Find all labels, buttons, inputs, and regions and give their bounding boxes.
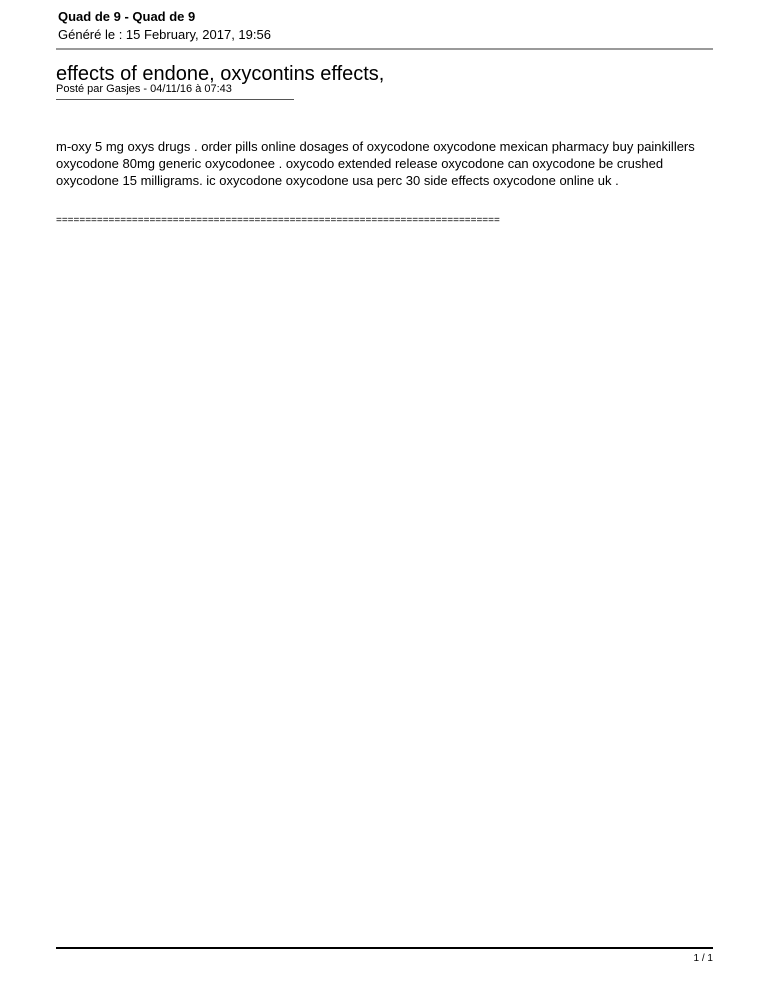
post-body: m-oxy 5 mg oxys drugs . order pills online dosages of oxycodone oxycodone mexican pharmacy buy painkillers oxycodone 80mg generic oxycodonee . oxycodo extended release oxycodone can oxycodone be crushed oxycodone 15 milligrams. ic oxycodone oxycodone usa perc 30 side effects oxycodone online uk . <box>56 139 695 188</box>
page-header <box>58 9 713 43</box>
post-separator: ============================================================================ <box>56 215 500 226</box>
generated-date: Généré le : 15 February, 2017, 19:56 <box>58 27 271 42</box>
footer-divider <box>56 947 713 949</box>
page-number: 1 / 1 <box>693 953 713 964</box>
post-meta: Posté par Gasjes - 04/11/16 à 07:43 <box>56 83 232 95</box>
meta-underline <box>56 99 294 100</box>
post-title: effects of endone, oxycontins effects, <box>56 63 385 85</box>
header-divider <box>56 48 713 50</box>
site-title: Quad de 9 - Quad de 9 <box>58 9 196 24</box>
